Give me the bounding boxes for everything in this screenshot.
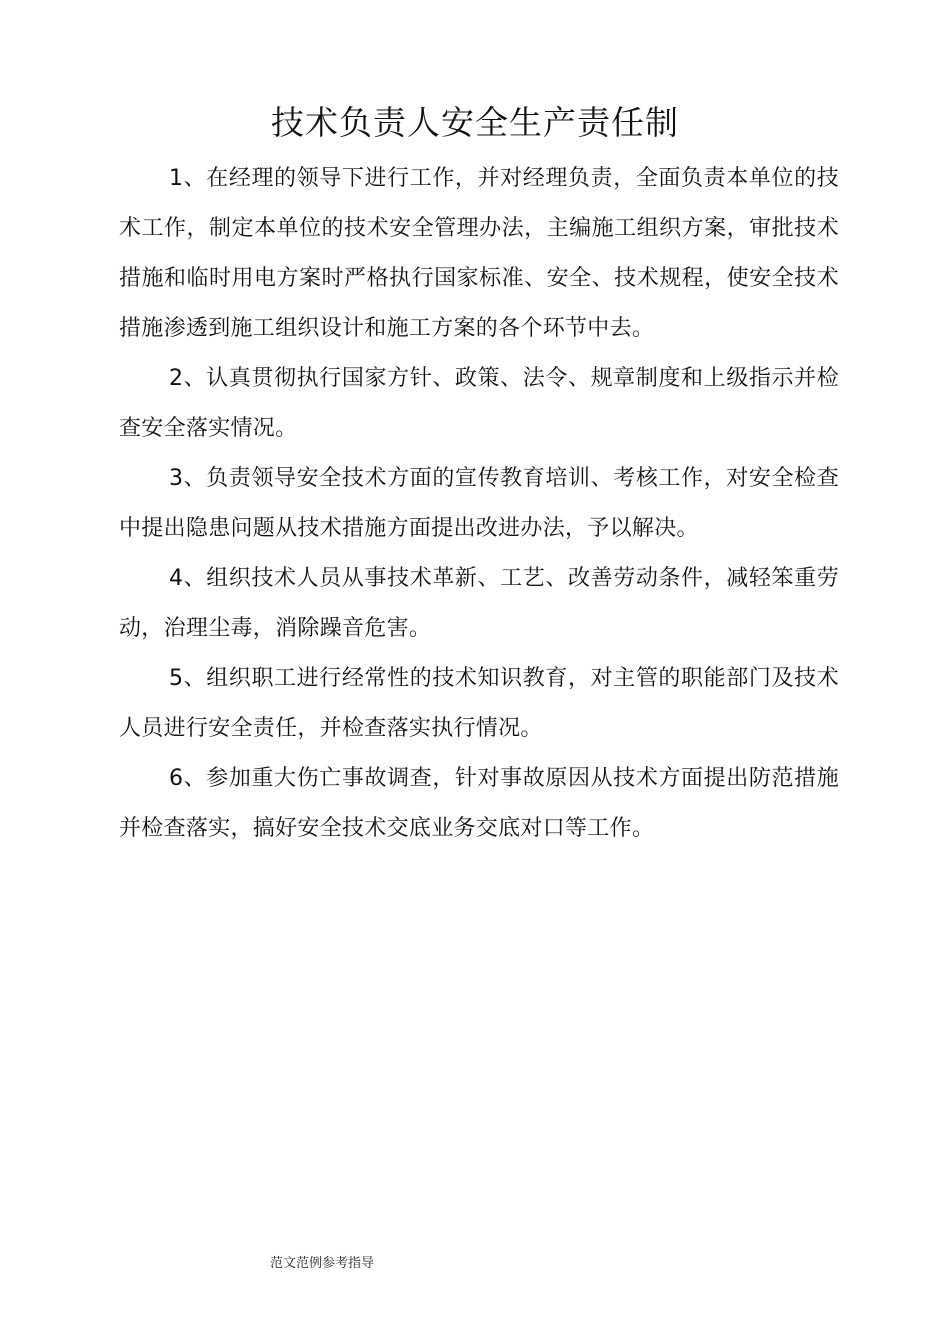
document-body <box>119 154 839 854</box>
clause-2: 2、认真贯彻执行国家方针、政策、法令、规章制度和上级指示并检查安全落实情况。 <box>119 366 839 441</box>
footer-note: 范文范例参考指导 <box>270 1256 375 1271</box>
clause-6: 6、参加重大伤亡事故调查，针对事故原因从技术方面提出防范措施并检查落实，搞好安全技术交底业务交底对口等工作。 <box>119 766 839 841</box>
document-title: 技术负责人安全生产责任制 <box>271 103 679 142</box>
clause-4: 4、组织技术人员从事技术革新、工艺、改善劳动条件，减轻笨重劳动，治理尘毒，消除躁音危害。 <box>119 566 839 641</box>
clause-1: 1、在经理的领导下进行工作，并对经理负责，全面负责本单位的技术工作，制定本单位的技术安全管理办法，主编施工组织方案，审批技术措施和临时用电方案时严格执行国家标准、安全、技术规程，使安全技术措施渗透到施工组织设计和施工方案的各个环节中去。 <box>119 166 839 341</box>
clause-5: 5、组织职工进行经常性的技术知识教育，对主管的职能部门及技术人员进行安全责任，并检查落实执行情况。 <box>119 666 839 741</box>
clause-3: 3、负责领导安全技术方面的宣传教育培训、考核工作，对安全检查中提出隐患问题从技术措施方面提出改进办法，予以解决。 <box>119 466 839 541</box>
